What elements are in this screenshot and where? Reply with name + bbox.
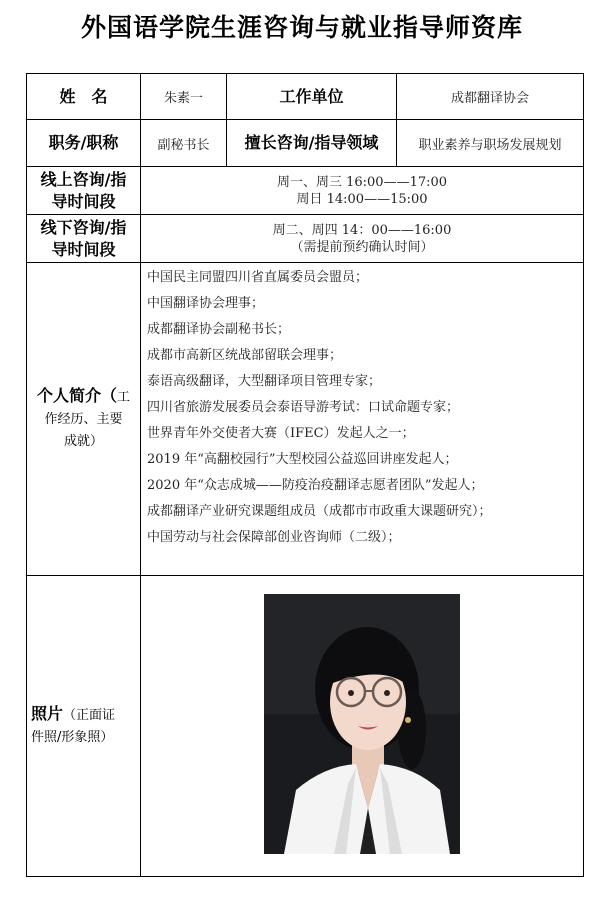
portrait-photo xyxy=(264,594,460,854)
row-online-time xyxy=(27,167,584,215)
photo-label-line2: 件照/形象照） xyxy=(31,730,114,745)
bio-item: 中国劳动与社会保障部创业咨询师（二级）； xyxy=(147,530,401,545)
offline-time-line2: （需提前预约确认时间） xyxy=(290,239,434,255)
bio-item: 成都翻译产业研究课题组成员（成都市市政重大课题研究）； xyxy=(147,504,492,519)
employer-label: 工作单位 xyxy=(227,74,397,120)
row-name xyxy=(27,74,584,120)
photo-label-line1b: （正面证 xyxy=(63,708,116,723)
bio-item: 2019 年“高翻校园行”大型校园公益巡回讲座发起人； xyxy=(147,452,458,467)
bio-label-line3: 成就） xyxy=(63,434,103,449)
photo-cell xyxy=(141,576,584,877)
offline-time-label-line2: 导时间段 xyxy=(51,239,116,259)
row-bio xyxy=(27,263,584,576)
position-value: 副秘书长 xyxy=(141,120,227,167)
employer-value: 成都翻译协会 xyxy=(397,74,584,120)
expertise-label: 擅长咨询/指导领域 xyxy=(227,120,397,167)
offline-time-label xyxy=(27,215,141,263)
offline-time-label-line1: 线下咨询/指 xyxy=(40,217,127,237)
online-time-line2: 周日 14:00——15:00 xyxy=(296,191,428,207)
photo-label-line1: 照片 xyxy=(31,704,64,723)
bio-item: 中国翻译协会理事； xyxy=(147,296,265,311)
bio-item: 2020 年“众志成城——防疫治疫翻译志愿者团队”发起人； xyxy=(147,478,484,493)
bio-label-line1: 个人简介（ xyxy=(36,386,117,405)
bio-label-line1b: 工 xyxy=(117,390,131,405)
online-time-label xyxy=(27,167,141,215)
bio-item: 成都翻译协会副秘书长； xyxy=(147,322,291,337)
online-time-label-line1: 线上咨询/指 xyxy=(40,169,127,189)
bio-item: 泰语高级翻译，大型翻译项目管理专家； xyxy=(147,374,382,389)
row-photo xyxy=(27,576,584,877)
bio-item: 成都市高新区统战部留联会理事； xyxy=(147,348,343,363)
offline-time-value xyxy=(141,215,584,263)
bio-list xyxy=(141,263,584,576)
name-value: 朱素一 xyxy=(141,74,227,120)
online-time-value xyxy=(141,167,584,215)
position-label: 职务/职称 xyxy=(27,120,141,167)
bio-item: 世界青年外交使者大赛（IFEC）发起人之一； xyxy=(147,426,415,441)
expertise-value: 职业素养与职场发展规划 xyxy=(397,120,584,167)
profile-table xyxy=(26,73,584,877)
bio-label xyxy=(27,263,141,576)
bio-item: 四川省旅游发展委员会泰语导游考试：口试命题专家； xyxy=(147,400,460,415)
name-label: 姓 名 xyxy=(27,74,141,120)
bio-item: 中国民主同盟四川省直属委员会盟员； xyxy=(147,270,369,285)
bio-label-line2: 作经历、主要 xyxy=(44,412,123,427)
row-position xyxy=(27,120,584,167)
row-offline-time xyxy=(27,215,584,263)
offline-time-line1: 周二、周四 14：00——16:00 xyxy=(272,222,452,238)
online-time-label-line2: 导时间段 xyxy=(51,191,116,211)
photo-label xyxy=(27,576,141,877)
online-time-line1: 周一、周三 16:00——17:00 xyxy=(276,174,448,190)
page-title: 外国语学院生涯咨询与就业指导师资库 xyxy=(80,13,523,42)
